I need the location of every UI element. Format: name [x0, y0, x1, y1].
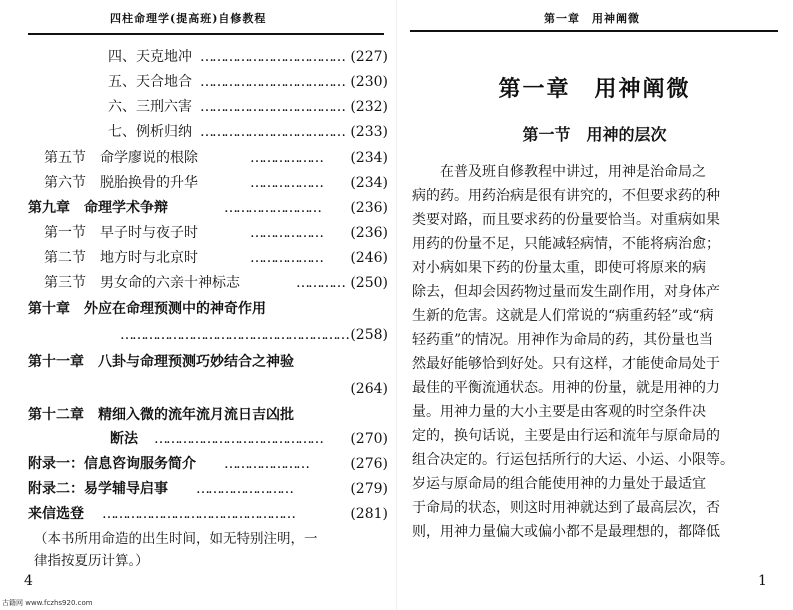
toc-page-number: (246)	[350, 250, 388, 266]
toc-entry-chapter: 第十一章 八卦与命理预测巧妙结合之神验	[28, 354, 294, 370]
left-page-number: 4	[24, 573, 33, 589]
text-line: 量。用神力量的大小主要是由客观的时空条件决	[412, 404, 706, 420]
toc-page-number: (236)	[350, 225, 388, 241]
toc-page-number: (281)	[350, 506, 388, 522]
toc-entry: 第三节 男女命的六亲十神标志 ………… (250)	[44, 272, 388, 294]
text-line: 除去，但却会因药物过量而发生副作用，对身体产	[412, 284, 720, 300]
text-line: 岁运与原命局的组合能使用神的力量处于最适宜	[412, 476, 706, 492]
text-line: 于命局的状态，则这时用神就达到了最高层次，否	[412, 500, 720, 516]
text-line: 最佳的平衡流通状态。用神的份量，就是用神的力	[412, 380, 720, 396]
right-page-number: 1	[758, 573, 767, 589]
text-line: 用药的份量不足，只能减轻病情，不能将病治愈；	[412, 236, 720, 252]
left-running-header: 四柱命理学(提高班)自修教程	[110, 12, 267, 25]
toc-page-number: (236)	[350, 200, 388, 216]
toc-entry-appendix: 附录一：信息咨询服务简介 ………………… (276)	[28, 453, 388, 475]
toc-page-number: (230)	[350, 74, 388, 90]
toc-entry-chapter: 第九章 命理学术争辩 …………………… (236)	[28, 197, 388, 219]
toc-entry: 断法 …………………………………… (270)	[110, 428, 388, 450]
right-header-rule	[410, 30, 778, 32]
toc-page-number: (227)	[350, 49, 388, 65]
text-line: 对小病如果下药的份量太重，即使可将原来的病	[412, 260, 706, 276]
toc-entry: ………………………………………………… (258)	[120, 324, 388, 346]
text-line: 在普及班自修教程中讲过，用神是治命局之	[412, 164, 706, 180]
toc-entry: 第五节 命学廖说的根除 ……………… (234)	[44, 147, 388, 169]
source-watermark: 古籍网 www.fczhs920.com	[2, 599, 93, 607]
left-page	[0, 0, 396, 610]
toc-page-number: (234)	[350, 175, 388, 191]
toc-entry	[120, 378, 388, 400]
text-line: 病的药。用药治病是很有讲究的，不但要求药的种	[412, 188, 720, 204]
toc-entry: 第一节 早子时与夜子时 ……………… (236)	[44, 222, 388, 244]
toc-entry-chapter: 第十章 外应在命理预测中的神奇作用	[28, 301, 266, 317]
toc-entry: 七、例析归纳 ……………………………… (233)	[108, 121, 388, 143]
toc-page-number: (258)	[350, 327, 388, 343]
text-line: 生新的危害。这就是人们常说的“病重药轻”或“病	[412, 308, 714, 324]
text-line: 组合决定的。行运包括所行的大运、小运、小限等。	[412, 452, 734, 468]
left-header-rule	[28, 33, 384, 35]
toc-entry-chapter: 第十二章 精细入微的流年流月流日吉凶批	[28, 407, 294, 423]
text-line: 定的，换句话说，主要是由行运和流年与原命局的	[412, 428, 720, 444]
right-page	[396, 0, 793, 610]
chapter-title: 第一章 用神阐微	[498, 76, 691, 102]
section-title: 第一节 用神的层次	[522, 125, 667, 144]
toc-entry: 第六节 脱胎换骨的升华 ……………… (234)	[44, 172, 388, 194]
toc-entry: 六、三刑六害 ……………………………… (232)	[108, 96, 388, 118]
toc-page-number: (250)	[350, 275, 388, 291]
text-line: 轻药重”的情况。用神作为命局的药，其份量也当	[412, 332, 714, 348]
toc-entry: 四、天克地冲 ……………………………… (227)	[108, 46, 388, 68]
toc-entry-appendix: 附录二：易学辅导启事 …………………… (279)	[28, 478, 388, 500]
toc-page-number: (279)	[350, 481, 388, 497]
calendar-note: （本书所用命造的出生时间，如无特别注明，一 律指按夏历计算。）	[34, 531, 318, 569]
right-running-header: 第一章 用神阐微	[544, 12, 640, 25]
toc-page-number: (276)	[350, 456, 388, 472]
toc-page-number: (270)	[350, 431, 388, 447]
toc-entry-appendix: 来信选登 ………………………………………… (281)	[28, 503, 388, 525]
toc-entry: 五、天合地合 ……………………………… (230)	[108, 71, 388, 93]
text-line: 类要对路，而且要求药的份量要恰当。对重病如果	[412, 212, 720, 228]
toc-page-number: (232)	[350, 99, 388, 115]
text-line: 则，用神力量偏大或偏小都不是最理想的，都降低	[412, 524, 720, 540]
body-text	[412, 160, 772, 544]
toc-page-number: (233)	[350, 124, 388, 140]
text-line: 然最好能够恰到好处。只有这样，才能使命局处于	[412, 356, 720, 372]
toc-page-number: (234)	[350, 150, 388, 166]
toc-page-number: (264)	[350, 381, 388, 397]
toc-entry: 第二节 地方时与北京时 ……………… (246)	[44, 247, 388, 269]
